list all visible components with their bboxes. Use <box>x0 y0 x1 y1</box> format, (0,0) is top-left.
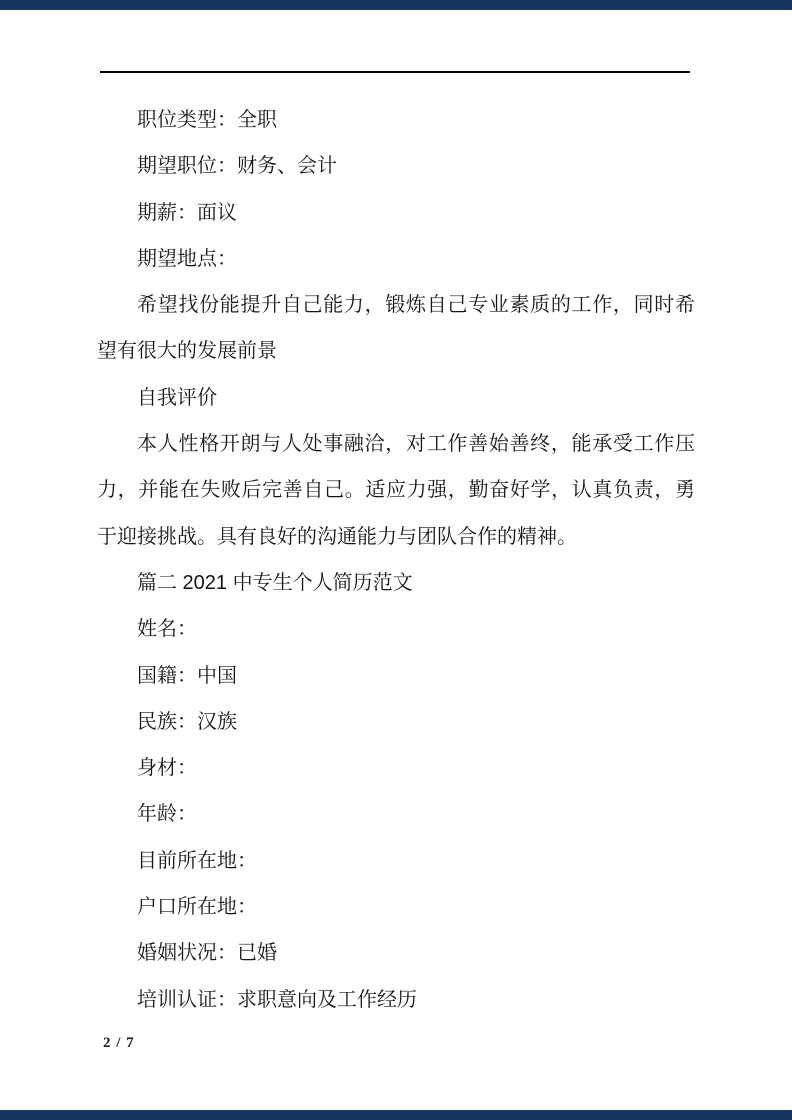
text-line: 目前所在地： <box>137 849 257 872</box>
text-line: 期薪：面议 <box>137 201 237 224</box>
text-line: 本人性格开朗与人处事融洽，对工作善始善终，能承受工作压 <box>137 433 695 456</box>
text-line: 姓名： <box>137 618 197 641</box>
text-line: 自我评价 <box>137 386 217 409</box>
text-line: 希望找份能提升自己能力，锻炼自己专业素质的工作，同时希 <box>137 294 695 317</box>
text-line: 培训认证：求职意向及工作经历 <box>137 988 417 1011</box>
text-line: 期望地点： <box>137 247 237 270</box>
text-line: 于迎接挑战。具有良好的沟通能力与团队合作的精神。 <box>97 525 577 548</box>
text-line: 婚姻状况：已婚 <box>137 942 277 965</box>
header-rule <box>100 71 690 73</box>
page-number: 2 / 7 <box>103 1035 135 1051</box>
text-line: 力，并能在失败后完善自己。适应力强，勤奋好学，认真负责，勇 <box>97 479 695 502</box>
text-line: 职位类型：全职 <box>137 109 277 131</box>
text-line: 篇二 2021 中专生个人简历范文 <box>137 571 413 594</box>
text-line: 年龄： <box>137 803 197 826</box>
document-body <box>97 97 695 1023</box>
text-line: 期望职位：财务、会计 <box>137 155 337 178</box>
page-top-border <box>0 0 792 10</box>
text-line: 民族：汉族 <box>137 710 237 733</box>
text-line: 国籍：中国 <box>137 664 237 687</box>
text-line: 户口所在地： <box>137 896 257 919</box>
text-line: 望有很大的发展前景 <box>97 340 277 363</box>
page-bottom-border <box>0 1110 792 1120</box>
text-line: 身材： <box>137 757 197 780</box>
